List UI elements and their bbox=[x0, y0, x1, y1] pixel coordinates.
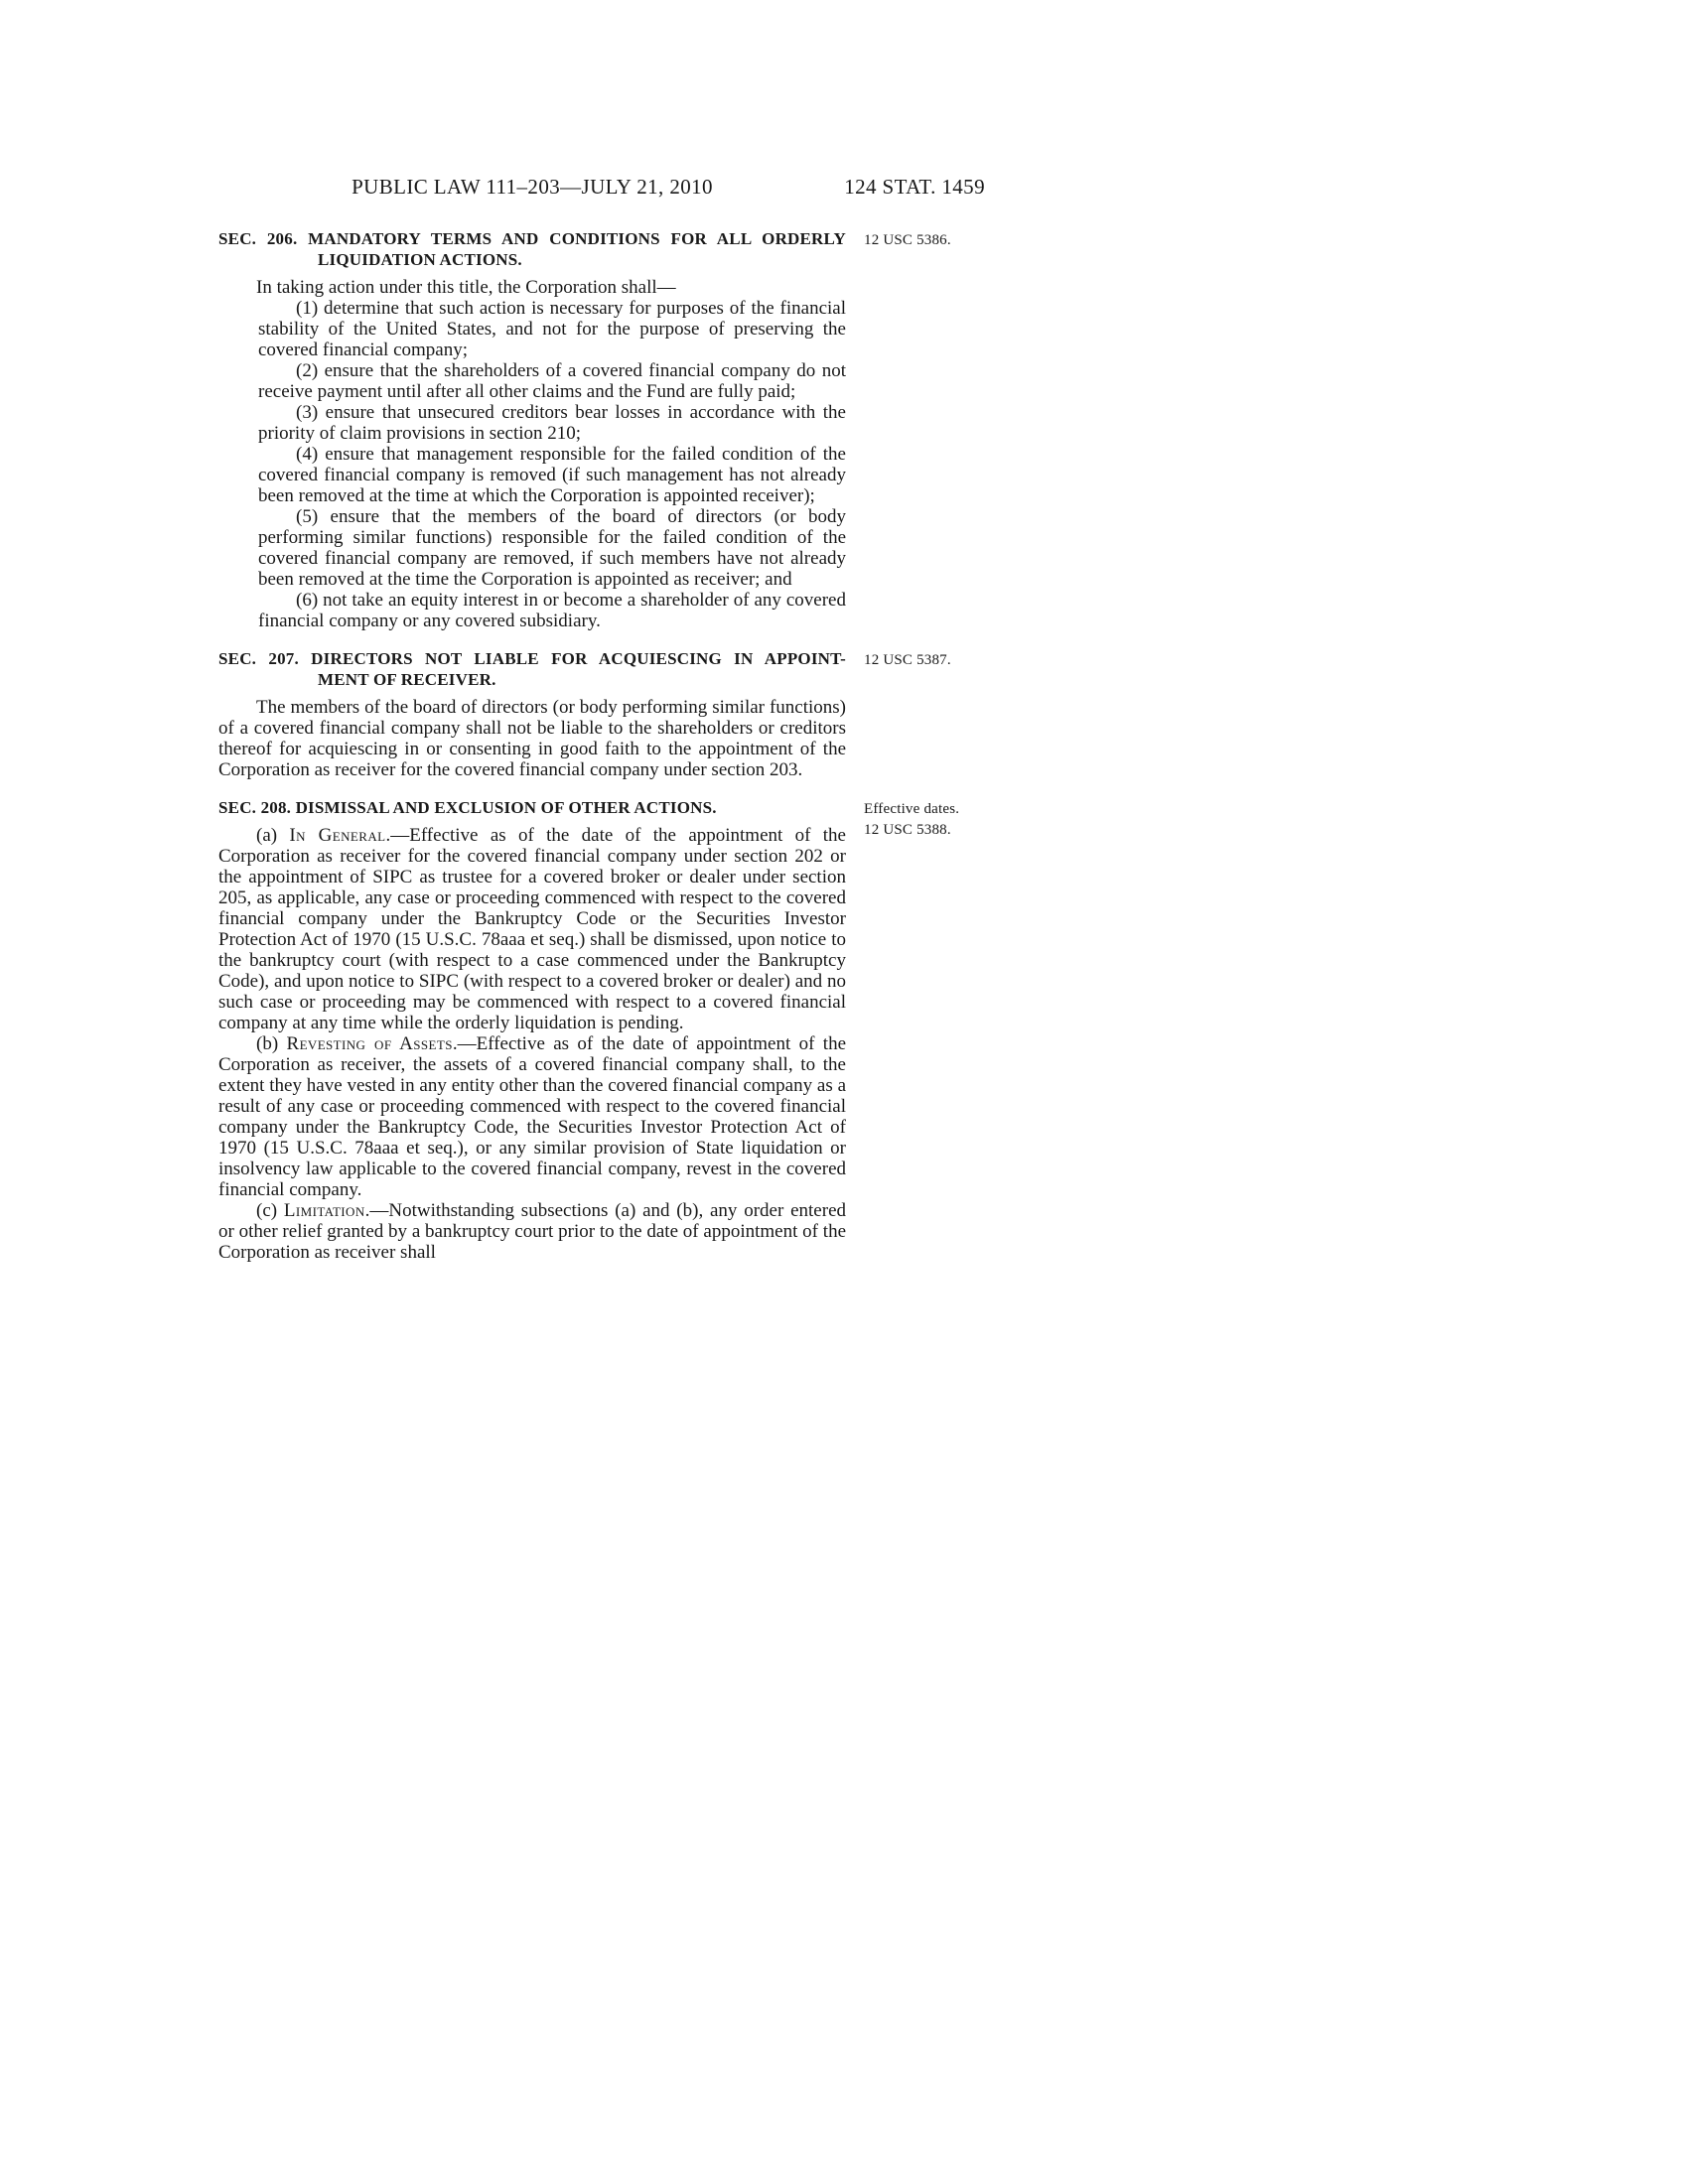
subsection-heading: Revesting of Assets bbox=[286, 1033, 453, 1054]
paragraph-body: The members of the board of directors (or body performing similar functions) of a covered financial company shall not be liable to the shareholders or creditors thereof for acquiescing in or consenting in good faith to the appointment of the Corporation as receiver for the covered financial company under section 203. bbox=[218, 697, 846, 780]
section-207 bbox=[218, 648, 951, 780]
subsection-b bbox=[218, 1033, 846, 1200]
subsection-label: (b) bbox=[256, 1033, 287, 1054]
statute-body bbox=[218, 228, 960, 1263]
subsection-a bbox=[218, 825, 846, 1033]
subsection-text: .—Effective as of the date of appointment of the Corporation as receiver, the assets of a covered financial company shall, to the extent they have vested in any entity other than the covered financial company as a result of any case or proceeding commenced with respect to the covered financial company under the Bankruptcy Code, the Securities Investor Protection Act of 1970 (15 U.S.C. 78aaa et seq.), or any similar provision of State liquidation or insolvency law applicable to the covered financial company, revest in the covered financial company. bbox=[218, 1033, 846, 1200]
stat-page-number: 124 STAT. 1459 bbox=[844, 175, 985, 199]
law-title: PUBLIC LAW 111–203—JULY 21, 2010 bbox=[352, 175, 713, 199]
clause-2: (2) ensure that the shareholders of a covered financial company do not receive payment until after all other claims and the Fund are fully paid; bbox=[258, 360, 846, 402]
section-206-heading bbox=[218, 228, 846, 270]
heading-line: SEC. 206. MANDATORY TERMS AND CONDITIONS FOR ALL ORDERLY bbox=[218, 229, 846, 248]
page-header bbox=[218, 175, 985, 205]
section-208 bbox=[218, 797, 960, 1263]
margin-note-line: Effective dates. bbox=[864, 801, 960, 817]
margin-note-usc-5387 bbox=[864, 650, 993, 671]
paragraph-intro: In taking action under this title, the Corporation shall— bbox=[256, 277, 676, 298]
subsection-c bbox=[218, 1200, 846, 1263]
subsection-heading: Limitation bbox=[283, 1200, 365, 1221]
section-207-heading bbox=[218, 648, 846, 690]
section-208-heading bbox=[218, 797, 846, 818]
margin-note-line: 12 USC 5387. bbox=[864, 652, 951, 668]
heading-line: SEC. 207. DIRECTORS NOT LIABLE FOR ACQUIESCING IN APPOINT- bbox=[218, 649, 846, 668]
subsection-text: .—Notwithstanding subsections (a) and (b), any order entered or other relief granted by a bankruptcy court prior to the date of appointment of the Corporation as receiver shall bbox=[218, 1200, 847, 1263]
heading-line: SEC. 208. DISMISSAL AND EXCLUSION OF OTHER ACTIONS. bbox=[218, 798, 717, 817]
subsection-heading: In General bbox=[289, 825, 386, 846]
clause-1: (1) determine that such action is necessary for purposes of the financial stability of the United States, and not for the purpose of preserving the covered financial company; bbox=[258, 298, 846, 360]
margin-note-usc-5386 bbox=[864, 230, 993, 251]
subsection-label: (c) bbox=[256, 1200, 284, 1221]
margin-note-line: 12 USC 5386. bbox=[864, 232, 951, 248]
subsection-label: (a) bbox=[256, 825, 290, 846]
section-206 bbox=[218, 228, 951, 631]
margin-note-line: 12 USC 5388. bbox=[864, 822, 951, 838]
heading-line: MENT OF RECEIVER. bbox=[318, 670, 496, 689]
clause-3: (3) ensure that unsecured creditors bear losses in accordance with the priority of claim provisions in section 210; bbox=[258, 402, 846, 444]
subsection-text: .—Effective as of the date of the appointment of the Corporation as receiver for the covered financial company under section 202 or the appointment of SIPC as trustee for a covered broker or dealer under section 205, as applicable, any case or proceeding commenced with respect to the covered financial company under the Bankruptcy Code or the Securities Investor Protection Act of 1970 (15 U.S.C. 78aaa et seq.) shall be dismissed, upon notice to the bankruptcy court (with respect to a case commenced under the Bankruptcy Code), and upon notice to SIPC (with respect to a covered broker or dealer) and no such case or proceeding may be commenced with respect to a covered financial company at any time while the orderly liquidation is pending. bbox=[218, 825, 846, 1033]
heading-line: LIQUIDATION ACTIONS. bbox=[318, 250, 522, 269]
clause-6: (6) not take an equity interest in or become a shareholder of any covered financial company or any covered subsidiary. bbox=[258, 590, 846, 631]
clause-4: (4) ensure that management responsible for the failed condition of the covered financial company is removed (if such management has not already been removed at the time at which the Corporation is appointed receiver); bbox=[258, 444, 846, 506]
margin-note-effective-dates-usc-5388 bbox=[864, 799, 993, 841]
clause-5: (5) ensure that the members of the board of directors (or body performing similar functions) responsible for the failed condition of the covered financial company are removed, if such members have not already been removed at the time the Corporation is appointed as receiver; and bbox=[258, 506, 846, 590]
